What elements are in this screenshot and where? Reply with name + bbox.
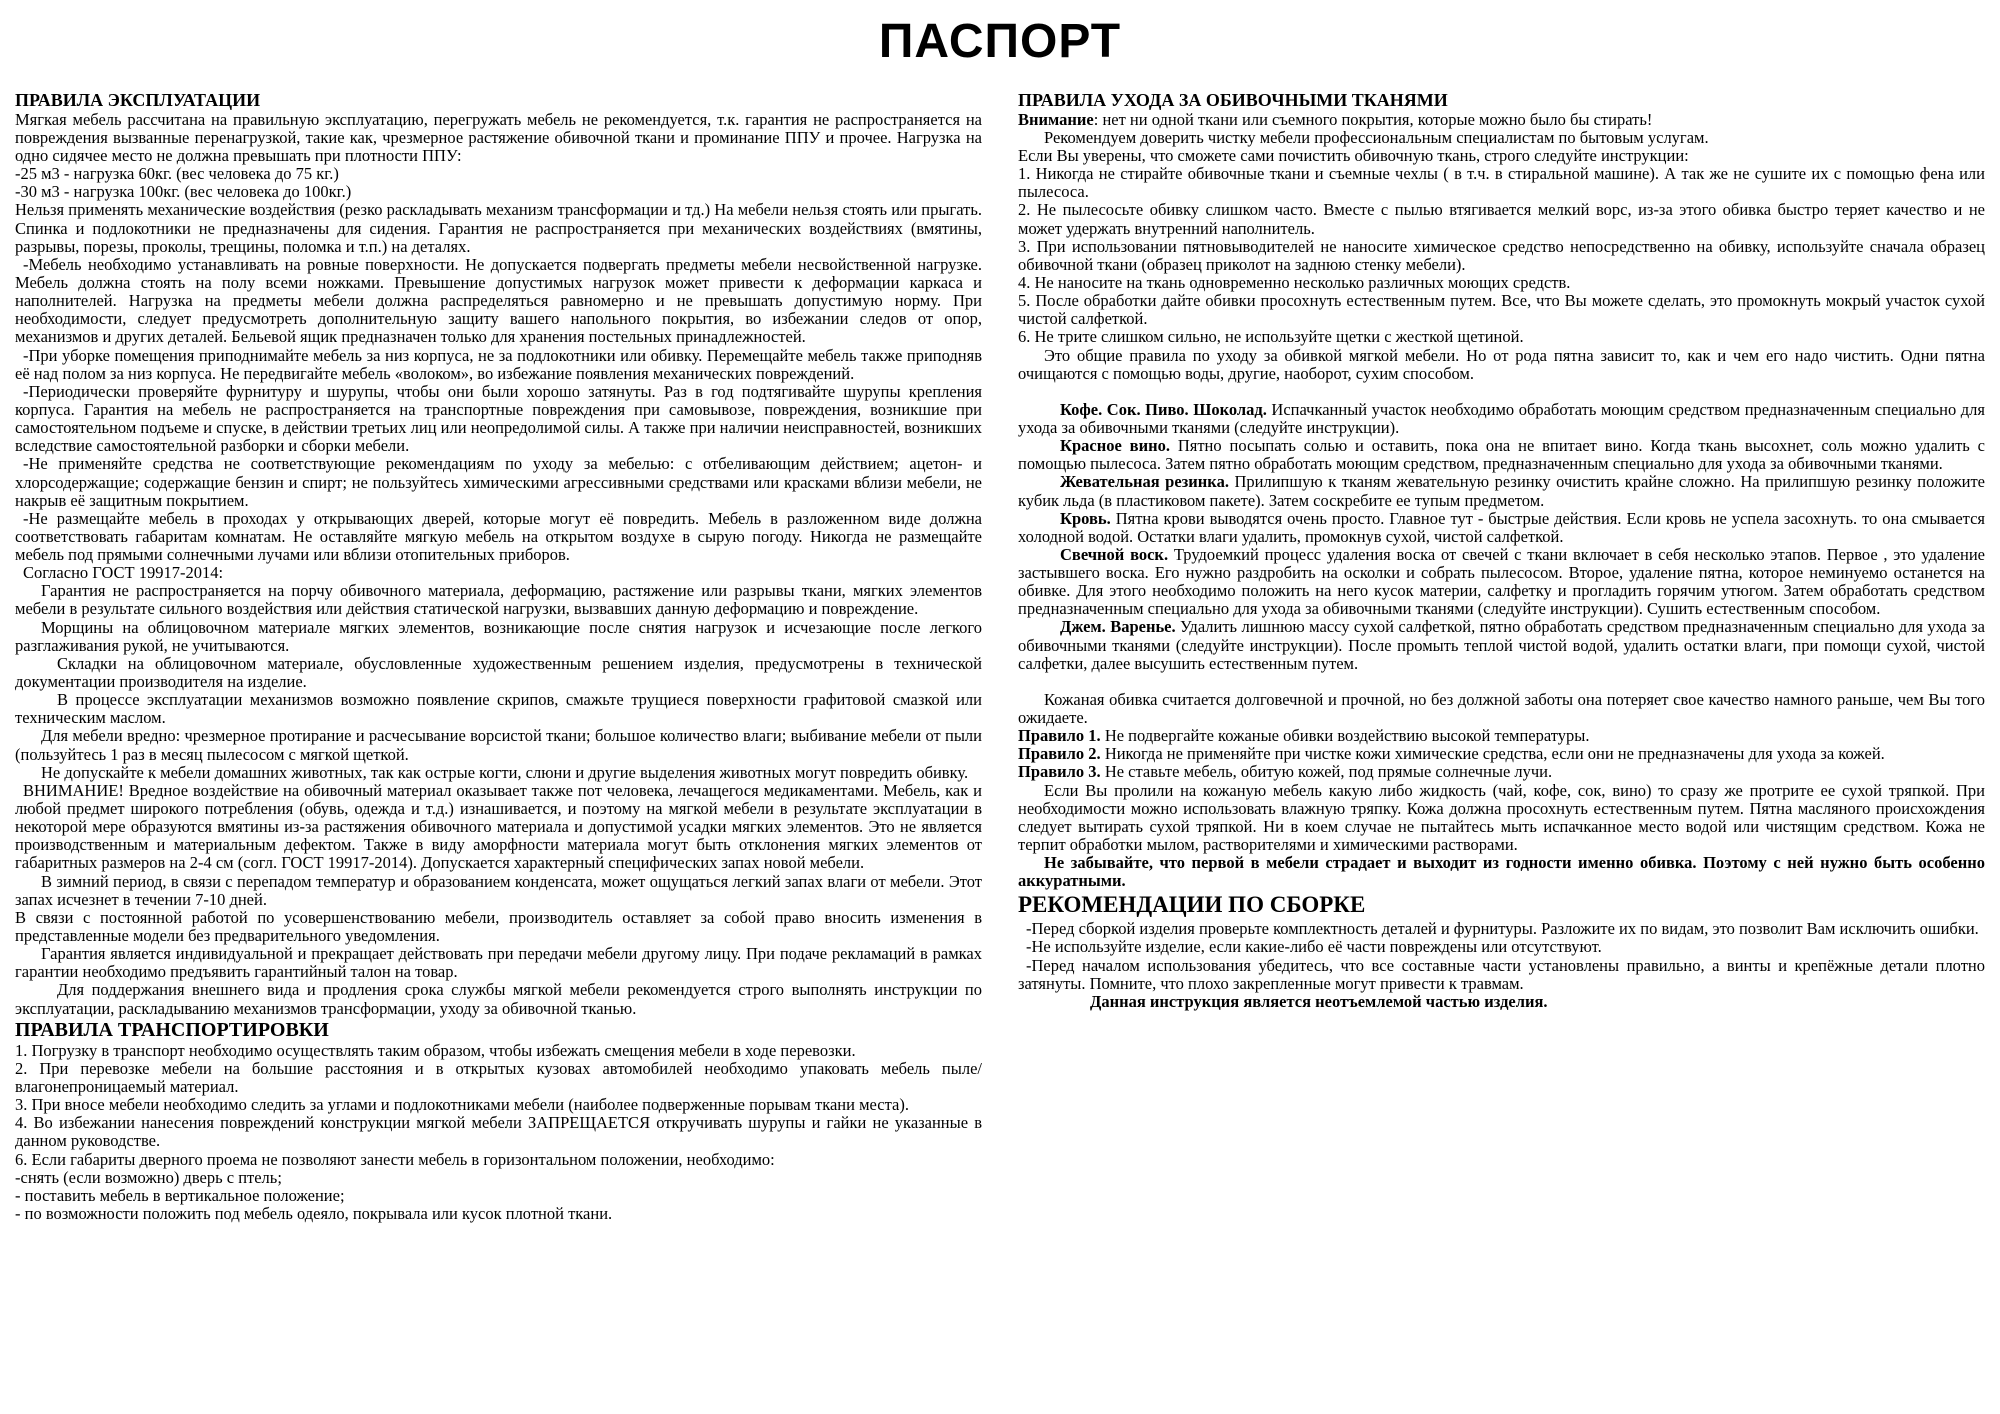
stain-paragraph-lead: Жевательная резинка. xyxy=(1060,472,1229,492)
operation-paragraph: -30 м3 - нагрузка 100кг. (вес человека до 100кг.) xyxy=(15,182,352,202)
operation-paragraph: Морщины на облицовочном материале мягких элементов, возникающие после снятия нагрузок и исчезающие после легкого разглаживания рукой, не учитываются. xyxy=(15,617,982,655)
leather-rule: Правило 1. Не подвергайте кожаные обивки воздействию высокой температуры. xyxy=(1018,726,1590,746)
stain-paragraph-lead: Кофе. Сок. Пиво. Шоколад. xyxy=(1060,399,1267,419)
stain-paragraph-lead: Джем. Варенье. xyxy=(1060,617,1176,637)
transport-item: 1. Погрузку в транспорт необходимо осуществлять таким образом, чтобы избежать смещения мебели в ходе перевозки. xyxy=(15,1040,856,1060)
transport-item: 6. Если габариты дверного проема не позволяют занести мебель в горизонтальном положении, необходимо: xyxy=(15,1149,775,1169)
assembly-paragraph: -Перед сборкой изделия проверьте комплектность деталей и фурнитуры. Разложите их по видам, это позволит Вам исключить ошибки. xyxy=(1026,919,1979,939)
operation-paragraph: Гарантия является индивидуальной и прекращает действовать при передачи мебели другому лицу. При подаче рекламаций в рамках гарантии необходимо предъявить гарантийный талон на товар. xyxy=(15,944,982,982)
transport-item: 2. При перевозке мебели на большие расстояния и в открытых кузовах автомобилей необходимо упаковать мебель пыле/влагонепроницаемый материал. xyxy=(15,1058,982,1096)
operation-paragraph: Мягкая мебель рассчитана на правильную эксплуатацию, перегружать мебель не рекомендуется, т.к. гарантия не распространяется на повреждения вызванные перенагрузкой, такие как, чрезмерное растяжение обивочной ткани и проминание ППУ и прочее. Нагрузка на одно сидячее место не должна превышать при плотности ППУ: xyxy=(15,109,982,165)
leather-rule: Правило 3. Не ставьте мебель, обитую кожей, под прямые солнечные лучи. xyxy=(1018,762,1553,782)
stain-paragraph: Свечной воск. Трудоемкий процесс удаления воска от свечей с ткани включает в себя несколько этапов. Первое , это удаление застывшего воска. Его нужно раздробить на осколки и собрать пылесосом. Второе, удаление пятна, которое неминуемо останется на обивке. Для этого необходимо положить на него кусок материи, салфетку и прогладить горячим утюгом. Затем обработать средством предназначенным специально для ухода за обивочными тканями (следуйте инструкции). Сушить естественным способом. xyxy=(1018,544,1985,619)
care-warning-paragraph: Не забывайте, что первой в мебели страдает и выходит из годности именно обивка. Поэтому с ней нужно быть особенно аккуратными. xyxy=(1018,853,1985,891)
transport-item: - поставить мебель в вертикальное положение; xyxy=(15,1185,345,1205)
operation-paragraph: ВНИМАНИЕ! Вредное воздействие на обивочный материал оказывает также пот человека, лечащегося медикаментами. Мебель, как и любой предмет широкого потребления (обувь, одежда и т.д.) изнашивается, и поэтому на мягкой мебели в результате эксплуатации в некоторой мере образуются вмятины из-за растяжения обивочного материала и допустимой усадки мягких элементов. Это не является производственным и материальным дефектом. Также в виду аморфности материала могут быть отклонения мягких элементов от габаритных размеров на 2-4 см (согл. ГОСТ 19917-2014). Допускается характерный специфических запах новой мебели. xyxy=(15,780,982,873)
operation-paragraph: В процессе эксплуатации механизмов возможно появление скрипов, смажьте трущиеся поверхности графитовой смазкой или техническим маслом. xyxy=(15,690,982,728)
section-heading-operation: ПРАВИЛА ЭКСПЛУАТАЦИИ xyxy=(15,90,261,110)
stain-paragraph-lead: Кровь. xyxy=(1060,508,1111,528)
care-paragraph: Внимание: нет ни одной ткани или съемного покрытия, которые можно было бы стирать! xyxy=(1018,109,1653,129)
leather-rule-lead: Правило 3. xyxy=(1018,762,1101,782)
left-column xyxy=(15,90,982,1223)
care-paragraph: Это общие правила по уходу за обивкой мягкой мебели. Но от рода пятна зависит то, как и чем его надо чистить. Одни пятна очищаются с помощью воды, другие, наоборот, сухим способом. xyxy=(1018,345,1985,383)
section-heading-assembly: РЕКОМЕНДАЦИИ ПО СБОРКЕ xyxy=(1018,892,1366,918)
operation-paragraph: Для мебели вредно: чрезмерное протирание и расчесывание ворсистой ткани; большое количество влаги; выбивание мебели от пыли (пользуйтесь 1 раз в месяц пылесосом с мягкой щеткой. xyxy=(15,726,982,764)
stain-paragraph-lead: Свечной воск. xyxy=(1060,544,1169,564)
care-paragraph: 6. Не трите слишком сильно, не используйте щетки с жесткой щетиной. xyxy=(1018,327,1524,347)
assembly-paragraph: -Перед началом использования убедитесь, что все составные части установлены правильно, а винты и крепёжные детали плотно затянуты. Помните, что плохо закрепленные могут привести к травмам. xyxy=(1018,955,1985,993)
care-paragraph: 5. После обработки дайте обивки просохнуть естественным путем. Все, что Вы можете сделать, это промокнуть мокрый участок сухой чистой салфеткой. xyxy=(1018,291,1985,329)
leather-rule: Правило 2. Никогда не применяйте при чистке кожи химические средства, если они не предназначены для ухода за кожей. xyxy=(1018,744,1885,764)
care-paragraph-lead: Внимание xyxy=(1018,109,1094,129)
care-paragraph: 2. Не пылесосьте обивку слишком часто. Вместе с пылью втягивается мелкий ворс, из-за этого обивка быстро теряет качество и не может удержать внутренний наполнитель. xyxy=(1018,200,1985,238)
section-heading-transport: ПРАВИЛА ТРАНСПОРТИРОВКИ xyxy=(15,1018,329,1041)
operation-paragraph: -Не применяйте средства не соответствующие рекомендациям по уходу за мебелью: с отбеливающим действием; ацетон- и хлорсодержащие; содержащие бензин и спирт; не пользуйтесь химическими агрессивными средствами или красками вблизи мебели, не накрыв её защитным покрытием. xyxy=(15,454,982,510)
operation-paragraph: В зимний период, в связи с перепадом температур и образованием конденсата, может ощущаться легкий запах влаги от мебели. Этот запах исчезнет в течении 7-10 дней. xyxy=(15,871,982,909)
operation-paragraph: -Не размещайте мебель в проходах у открывающих дверей, которые могут её повредить. Мебель в разложенном виде должна соответствовать габаритам комнатам. Не оставляйте мягкую мебель на открытом воздухе в сырую погоду. Никогда не размещайте мебель под прямыми солнечными лучами или вблизи отопительных приборов. xyxy=(15,508,982,565)
operation-paragraph: -Мебель необходимо устанавливать на ровные поверхности. Не допускается подвергать предметы мебели несвойственной нагрузке. Мебель должна стоять на полу всеми ножками. Превышение допустимых нагрузок может привести к деформации каркаса и наполнителей. Нагрузка на предметы мебели должна распределяться равномерно и не превышать допустимую норму. При необходимости, следует предусмотреть дополнительную защиту вашего напольного покрытия, во избежании следов от опор, механизмов и других деталей. Бельевой ящик предназначен только для хранения постельных принадлежностей. xyxy=(15,254,982,347)
care-paragraph: 4. Не наносите на ткань одновременно несколько различных моющих средств. xyxy=(1018,272,1571,292)
operation-paragraph: Согласно ГОСТ 19917-2014: xyxy=(23,563,224,583)
operation-paragraph: Гарантия не распространяется на порчу обивочного материала, деформацию, растяжение или разрывы ткани, мягких элементов мебели в результате сильного воздействия или действия статической нагрузки, вызвавших данную деформацию и повреждение. xyxy=(15,581,982,619)
care-paragraph: Если Вы уверены, что сможете сами почистить обивочную ткань, строго следуйте инструкции: xyxy=(1018,145,1689,165)
document-title: ПАСПОРТ xyxy=(878,15,1122,68)
operation-paragraph: Нельзя применять механические воздействия (резко раскладывать механизм трансформации и тд.) На мебели нельзя стоять или прыгать. Спинка и подлокотники не предназначены для сидения. Гарантия не распространяется при механических воздействиях (вмятины, разрывы, порезы, проколы, трещины, поломка и т.п.) на деталях. xyxy=(15,200,982,256)
stain-paragraph: Жевательная резинка. Прилипшую к тканям жевательную резинку очистить крайне сложно. На прилипшую резинку положите кубик льда (в пластиковом пакете). Затем соскребите ее тупым предметом. xyxy=(1018,472,1986,510)
transport-item: -снять (если возможно) дверь с птель; xyxy=(15,1167,282,1187)
stain-paragraph: Красное вино. Пятно посыпать солью и оставить, пока она не впитает вино. Когда ткань высохнет, соль можно удалить с помощью пылесоса. Затем пятно обработать моющим средством, предназначенным специально для ухода за обивочными тканями. xyxy=(1018,436,1985,474)
transport-item: 3. При вносе мебели необходимо следить за углами и подлокотниками мебели (наиболее подверженные порывам ткани места). xyxy=(15,1095,909,1115)
care-paragraph: 1. Никогда не стирайте обивочные ткани и съемные чехлы ( в т.ч. в стиральной машине). А так же не сушите их с помощью фена или пылесоса. xyxy=(1018,164,1985,202)
operation-paragraph: -Периодически проверяйте фурнитуру и шурупы, чтобы они были хорошо затянуты. Раз в год подтягивайте шурупы крепления корпуса. Гарантия на мебель не распространяется на транспортные повреждения при самовывозе, повреждения, возникшие при самостоятельном подъеме и спуске, в действии третьих лиц или неопредолимой силы. А также при наличии неисправностей, возникших вследствие самостоятельной разборки и сборки мебели. xyxy=(15,381,982,456)
leather-paragraph: Если Вы пролили на кожаную мебель какую либо жидкость (чай, кофе, сок, вино) то сразу же протрите ее сухой тряпкой. При необходимости можно использовать влажную тряпку. Кожа должна просохнуть естественным путем. Пятна масляного происхождения следует вытирать сухой тряпкой. Ни в коем случае не пытайтесь мыть испачканное место водой или чистящим средством. Кожа не терпит обработки мылом, растворителями и химическими растворами. xyxy=(1018,780,1985,855)
operation-paragraph: Складки на облицовочном материале, обусловленные художественным решением изделия, предусмотрены в технической документации производителя на изделие. xyxy=(15,653,982,692)
care-paragraph: Рекомендуем доверить чистку мебели профессиональным специалистам по бытовым услугам. xyxy=(1044,127,1709,147)
operation-paragraph: Для поддержания внешнего вида и продления срока службы мягкой мебели рекомендуется строго выполнять инструкции по эксплуатации, раскладыванию механизмов трансформации, уходу за обивочной тканью. xyxy=(15,980,982,1018)
two-column-layout xyxy=(0,90,2000,1223)
leather-paragraph: Кожаная обивка считается долговечной и прочной, но без должной заботы она потеряет свое качество намного раньше, чем Вы того ожидаете. xyxy=(1018,689,1985,728)
stain-paragraph: Кровь. Пятна крови выводятся очень просто. Главное тут - быстрые действия. Если кровь не успела засохнуть. то она смывается холодной водой. Остатки влаги удалить, промокнув сухой, чистой салфеткой. xyxy=(1018,508,1985,546)
transport-item: 4. Во избежании нанесения повреждений конструкции мягкой мебели ЗАПРЕЩАЕТСЯ откручивать шурупы и гайки не указанные в данном руководстве. xyxy=(15,1113,982,1151)
stain-paragraph-lead: Красное вино. xyxy=(1060,436,1170,456)
assembly-paragraph: -Не используйте изделие, если какие-либо её части повреждены или отсутствуют. xyxy=(1026,937,1602,957)
assembly-footer-note: Данная инструкция является неотъемлемой частью изделия. xyxy=(1090,991,1548,1011)
right-column xyxy=(1018,90,1985,1223)
transport-item: - по возможности положить под мебель одеяло, покрывала или кусок плотной ткани. xyxy=(15,1203,613,1223)
operation-paragraph: -25 м3 - нагрузка 60кг. (вес человека до 75 кг.) xyxy=(15,164,339,184)
operation-paragraph: В связи с постоянной работой по усовершенствованию мебели, производитель оставляет за собой право вносить изменения в представленные модели без предварительного уведомления. xyxy=(15,907,982,946)
care-paragraph: 3. При использовании пятновыводителей не наносите химическое средство непосредственно на обивку, используйте сначала образец обивочной ткани (образец приколот на заднюю стенку мебели). xyxy=(1018,236,1985,274)
leather-rule-lead: Правило 2. xyxy=(1018,744,1101,764)
leather-rule-lead: Правило 1. xyxy=(1018,726,1101,746)
stain-paragraph: Кофе. Сок. Пиво. Шоколад. Испачканный участок необходимо обработать моющим средством предназначенным специально для ухода за обивочными тканями (следуйте инструкции). xyxy=(1018,399,1986,437)
stain-paragraph: Джем. Варенье. Удалить лишнюю массу сухой салфеткой, пятно обработать средством предназначенным специально для ухода за обивочными тканями (следуйте инструкции). После промыть теплой чистой водой, удалить остатки влаги, при помощи сухой, чистой салфетки, далее высушить естественным путем. xyxy=(1018,617,1985,673)
section-heading-care: ПРАВИЛА УХОДА ЗА ОБИВОЧНЫМИ ТКАНЯМИ xyxy=(1018,90,1448,110)
operation-paragraph: -При уборке помещения приподнимайте мебель за низ корпуса, не за подлокотники или обивку. Перемещайте мебель также приподняв её над полом за низ корпуса. Не передвигайте мебель «волоком», во избежание появления механических повреждений. xyxy=(15,345,982,383)
operation-paragraph: Не допускайте к мебели домашних животных, так как острые когти, слюни и другие выделения животных могут повредить обивку. xyxy=(41,762,969,782)
